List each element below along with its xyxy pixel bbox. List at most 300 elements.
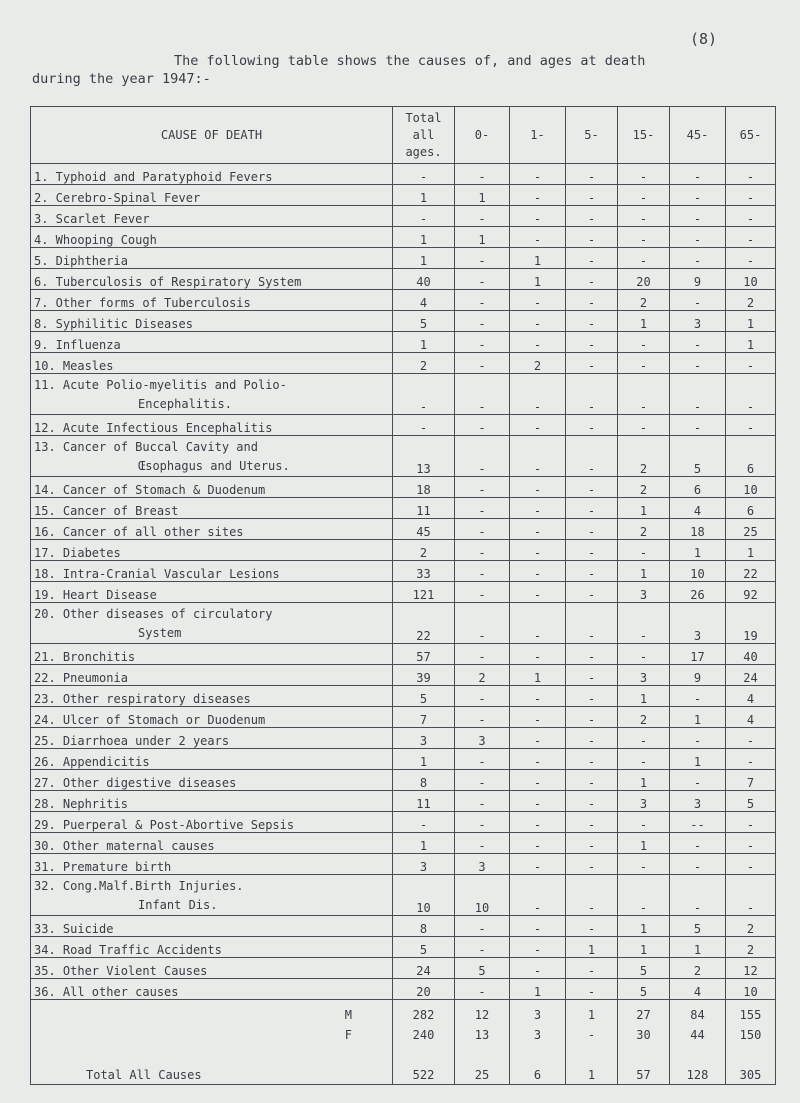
table-cell: - bbox=[455, 937, 510, 958]
table-cell: 3 bbox=[393, 854, 455, 875]
table-cell: - bbox=[670, 227, 726, 248]
table-cell: - bbox=[393, 206, 455, 227]
table-cell: - bbox=[510, 561, 566, 582]
table-cell: - bbox=[726, 749, 776, 770]
table-cell: 1 bbox=[455, 185, 510, 206]
table-row bbox=[31, 875, 776, 916]
cause-cell: 31. Premature birth bbox=[31, 854, 393, 875]
table-cell: 5 bbox=[393, 686, 455, 707]
table-cell: - bbox=[455, 415, 510, 436]
table-cell: 1 bbox=[618, 937, 670, 958]
table-cell: 240 bbox=[393, 1022, 455, 1042]
table-cell: - bbox=[566, 374, 618, 415]
table-cell: - bbox=[566, 728, 618, 749]
female-label: F bbox=[31, 1022, 393, 1042]
table-cell: 3 bbox=[455, 728, 510, 749]
table-cell: - bbox=[566, 958, 618, 979]
table-cell: - bbox=[455, 248, 510, 269]
table-cell: 2 bbox=[726, 916, 776, 937]
table-cell: - bbox=[455, 269, 510, 290]
table-cell: 1 bbox=[618, 498, 670, 519]
table-cell: - bbox=[455, 770, 510, 791]
table-row bbox=[31, 290, 776, 311]
table-cell: 2 bbox=[670, 958, 726, 979]
table-cell: 1 bbox=[618, 916, 670, 937]
table-cell: - bbox=[455, 644, 510, 665]
cause-cell: 30. Other maternal causes bbox=[31, 833, 393, 854]
table-cell: 18 bbox=[670, 519, 726, 540]
table-cell: 150 bbox=[726, 1022, 776, 1042]
table-cell: 12 bbox=[726, 958, 776, 979]
table-cell: - bbox=[566, 353, 618, 374]
cause-cell: 23. Other respiratory diseases bbox=[31, 686, 393, 707]
table-cell: - bbox=[726, 374, 776, 415]
cause-cell: 24. Ulcer of Stomach or Duodenum bbox=[31, 707, 393, 728]
table-cell: - bbox=[510, 374, 566, 415]
table-cell: - bbox=[455, 812, 510, 833]
male-row bbox=[31, 1000, 776, 1023]
table-cell: 92 bbox=[726, 582, 776, 603]
table-cell: - bbox=[510, 206, 566, 227]
table-cell: 3 bbox=[670, 603, 726, 644]
table-cell: - bbox=[510, 812, 566, 833]
table-cell: 45 bbox=[393, 519, 455, 540]
cause-cell: 36. All other causes bbox=[31, 979, 393, 1000]
table-cell: 4 bbox=[670, 498, 726, 519]
header-cause: CAUSE OF DEATH bbox=[31, 107, 393, 164]
table-cell: - bbox=[455, 519, 510, 540]
table-cell: 1 bbox=[618, 770, 670, 791]
table-cell: 26 bbox=[670, 582, 726, 603]
table-row bbox=[31, 353, 776, 374]
cause-cell: 28. Nephritis bbox=[31, 791, 393, 812]
table-cell: - bbox=[670, 833, 726, 854]
table-cell: -- bbox=[670, 812, 726, 833]
table-cell: 5 bbox=[726, 791, 776, 812]
table-cell: 2 bbox=[393, 353, 455, 374]
table-cell: - bbox=[566, 812, 618, 833]
table-cell: - bbox=[618, 749, 670, 770]
table-cell: 30 bbox=[618, 1022, 670, 1042]
table-cell: 2 bbox=[726, 937, 776, 958]
table-cell: 3 bbox=[510, 1022, 566, 1042]
table-cell: 6 bbox=[726, 498, 776, 519]
cause-cell: 11. Acute Polio-myelitis and Polio- Encephalitis. bbox=[31, 374, 393, 415]
table-row bbox=[31, 311, 776, 332]
table-cell: 2 bbox=[393, 540, 455, 561]
table-cell: - bbox=[726, 415, 776, 436]
female-row bbox=[31, 1022, 776, 1042]
table-cell: 121 bbox=[393, 582, 455, 603]
table-cell: - bbox=[455, 540, 510, 561]
table-cell: - bbox=[510, 833, 566, 854]
table-cell: - bbox=[726, 854, 776, 875]
cause-cell: 1. Typhoid and Paratyphoid Fevers bbox=[31, 164, 393, 185]
table-cell: 2 bbox=[618, 519, 670, 540]
table-cell: - bbox=[566, 164, 618, 185]
table-cell: - bbox=[618, 185, 670, 206]
table-cell: - bbox=[510, 185, 566, 206]
table-cell: - bbox=[566, 791, 618, 812]
table-cell: 2 bbox=[618, 707, 670, 728]
table-cell: 1 bbox=[393, 332, 455, 353]
table-cell: - bbox=[726, 206, 776, 227]
table-cell: 1 bbox=[670, 540, 726, 561]
table-cell: 4 bbox=[393, 290, 455, 311]
total-row bbox=[31, 1042, 776, 1085]
table-cell: 3 bbox=[618, 665, 670, 686]
table-cell: - bbox=[726, 812, 776, 833]
table-cell: - bbox=[670, 854, 726, 875]
table-cell: - bbox=[510, 164, 566, 185]
table-cell: - bbox=[618, 603, 670, 644]
table-cell: 25 bbox=[726, 519, 776, 540]
table-row bbox=[31, 916, 776, 937]
table-row bbox=[31, 665, 776, 686]
table-cell: 24 bbox=[726, 665, 776, 686]
cause-cell: 18. Intra-Cranial Vascular Lesions bbox=[31, 561, 393, 582]
table-cell: 1 bbox=[670, 707, 726, 728]
table-cell: 11 bbox=[393, 791, 455, 812]
table-cell: 44 bbox=[670, 1022, 726, 1042]
cause-cell: 3. Scarlet Fever bbox=[31, 206, 393, 227]
table-cell: 6 bbox=[670, 477, 726, 498]
header-age-0: 0- bbox=[455, 107, 510, 164]
table-cell: - bbox=[566, 854, 618, 875]
table-cell: 305 bbox=[726, 1042, 776, 1085]
cause-cell: 2. Cerebro-Spinal Fever bbox=[31, 185, 393, 206]
table-cell: - bbox=[566, 603, 618, 644]
cause-cell: 16. Cancer of all other sites bbox=[31, 519, 393, 540]
table-cell: - bbox=[670, 164, 726, 185]
table-cell: - bbox=[455, 374, 510, 415]
table-cell: 3 bbox=[393, 728, 455, 749]
table-cell: 1 bbox=[510, 979, 566, 1000]
table-cell: - bbox=[566, 332, 618, 353]
table-row bbox=[31, 477, 776, 498]
table-row bbox=[31, 791, 776, 812]
table-row bbox=[31, 269, 776, 290]
table-cell: - bbox=[566, 290, 618, 311]
table-cell: 1 bbox=[393, 227, 455, 248]
table-cell: - bbox=[566, 561, 618, 582]
table-cell: 10 bbox=[726, 979, 776, 1000]
cause-cell: 17. Diabetes bbox=[31, 540, 393, 561]
table-cell: - bbox=[393, 164, 455, 185]
cause-cell: 8. Syphilitic Diseases bbox=[31, 311, 393, 332]
table-cell: 18 bbox=[393, 477, 455, 498]
table-row bbox=[31, 770, 776, 791]
table-cell: 1 bbox=[726, 311, 776, 332]
table-cell: - bbox=[455, 498, 510, 519]
table-cell: 1 bbox=[393, 248, 455, 269]
table-cell: - bbox=[670, 875, 726, 916]
table-cell: - bbox=[510, 498, 566, 519]
table-row bbox=[31, 498, 776, 519]
intro-text bbox=[32, 52, 772, 88]
cause-cell: 27. Other digestive diseases bbox=[31, 770, 393, 791]
table-cell: 1 bbox=[393, 185, 455, 206]
table-cell: - bbox=[566, 770, 618, 791]
table-cell: - bbox=[618, 728, 670, 749]
cause-cell: 33. Suicide bbox=[31, 916, 393, 937]
table-cell: - bbox=[670, 185, 726, 206]
header-age-65: 65- bbox=[726, 107, 776, 164]
table-cell: 8 bbox=[393, 770, 455, 791]
table-cell: 3 bbox=[510, 1000, 566, 1023]
table-cell: - bbox=[566, 519, 618, 540]
table-cell: - bbox=[670, 686, 726, 707]
table-cell: 57 bbox=[393, 644, 455, 665]
table-cell: - bbox=[455, 603, 510, 644]
table-cell: 2 bbox=[726, 290, 776, 311]
cause-cell: 19. Heart Disease bbox=[31, 582, 393, 603]
table-cell: - bbox=[510, 582, 566, 603]
table-cell: - bbox=[455, 979, 510, 1000]
table-cell: 39 bbox=[393, 665, 455, 686]
header-row bbox=[31, 107, 776, 164]
causes-of-death-table bbox=[30, 106, 776, 1085]
table-row bbox=[31, 436, 776, 477]
table-cell: 27 bbox=[618, 1000, 670, 1023]
table-cell: 10 bbox=[726, 477, 776, 498]
table-cell: 1 bbox=[566, 1042, 618, 1085]
table-cell: 522 bbox=[393, 1042, 455, 1085]
cause-cell: 22. Pneumonia bbox=[31, 665, 393, 686]
table-cell: - bbox=[510, 290, 566, 311]
cause-cell: 6. Tuberculosis of Respiratory System bbox=[31, 269, 393, 290]
table-cell: - bbox=[566, 415, 618, 436]
table-cell: - bbox=[566, 311, 618, 332]
table-cell: 5 bbox=[618, 958, 670, 979]
table-cell: - bbox=[618, 875, 670, 916]
table-cell: - bbox=[618, 415, 670, 436]
table-cell: - bbox=[455, 206, 510, 227]
table-cell: 5 bbox=[618, 979, 670, 1000]
table-cell: 33 bbox=[393, 561, 455, 582]
table-cell: 5 bbox=[670, 436, 726, 477]
table-row bbox=[31, 979, 776, 1000]
cause-cell: 10. Measles bbox=[31, 353, 393, 374]
table-cell: - bbox=[510, 311, 566, 332]
table-cell: 12 bbox=[455, 1000, 510, 1023]
table-row bbox=[31, 958, 776, 979]
table-cell: 10 bbox=[670, 561, 726, 582]
table-cell: 1 bbox=[393, 833, 455, 854]
cause-cell: 4. Whooping Cough bbox=[31, 227, 393, 248]
table-cell: 1 bbox=[510, 248, 566, 269]
table-cell: - bbox=[566, 707, 618, 728]
table-row bbox=[31, 561, 776, 582]
table-cell: - bbox=[566, 436, 618, 477]
table-cell: 4 bbox=[726, 686, 776, 707]
table-cell: 1 bbox=[455, 227, 510, 248]
table-cell: - bbox=[393, 415, 455, 436]
table-cell: 1 bbox=[510, 269, 566, 290]
intro-line-1: The following table shows the causes of, and ages at death bbox=[174, 53, 646, 69]
table-cell: - bbox=[510, 540, 566, 561]
table-row bbox=[31, 854, 776, 875]
table-cell: - bbox=[670, 248, 726, 269]
table-cell: - bbox=[618, 164, 670, 185]
table-cell: - bbox=[455, 791, 510, 812]
table-cell: - bbox=[566, 227, 618, 248]
table-cell: - bbox=[726, 185, 776, 206]
table-cell: - bbox=[618, 540, 670, 561]
table-cell: - bbox=[510, 415, 566, 436]
table-cell: - bbox=[566, 749, 618, 770]
table-cell: - bbox=[670, 353, 726, 374]
table-cell: - bbox=[510, 770, 566, 791]
table-cell: 3 bbox=[670, 791, 726, 812]
table-row bbox=[31, 519, 776, 540]
table-cell: - bbox=[510, 958, 566, 979]
table-row bbox=[31, 937, 776, 958]
table-cell: 2 bbox=[455, 665, 510, 686]
table-cell: - bbox=[455, 311, 510, 332]
table-row bbox=[31, 644, 776, 665]
table-cell: - bbox=[566, 269, 618, 290]
table-cell: - bbox=[618, 353, 670, 374]
table-cell: - bbox=[566, 979, 618, 1000]
table-cell: 17 bbox=[670, 644, 726, 665]
table-cell: - bbox=[510, 436, 566, 477]
table-cell: - bbox=[455, 916, 510, 937]
header-age-45: 45- bbox=[670, 107, 726, 164]
table-cell: - bbox=[618, 644, 670, 665]
table-cell: 24 bbox=[393, 958, 455, 979]
table-cell: 13 bbox=[393, 436, 455, 477]
table-cell: 1 bbox=[670, 749, 726, 770]
table-cell: 40 bbox=[393, 269, 455, 290]
table-cell: - bbox=[726, 164, 776, 185]
total-label: Total All Causes bbox=[31, 1042, 393, 1085]
table-cell: - bbox=[510, 603, 566, 644]
table-cell: - bbox=[670, 332, 726, 353]
intro-line-2: during the year 1947:- bbox=[32, 71, 211, 87]
table-cell: - bbox=[455, 332, 510, 353]
table-cell: 25 bbox=[455, 1042, 510, 1085]
table-cell: 57 bbox=[618, 1042, 670, 1085]
table-cell: 6 bbox=[726, 436, 776, 477]
table-cell: 3 bbox=[455, 854, 510, 875]
table-cell: - bbox=[566, 686, 618, 707]
table-cell: - bbox=[510, 791, 566, 812]
table-cell: - bbox=[455, 353, 510, 374]
table-row bbox=[31, 415, 776, 436]
table-cell: - bbox=[510, 519, 566, 540]
table-cell: 1 bbox=[566, 1000, 618, 1023]
table-cell: - bbox=[455, 749, 510, 770]
table-cell: - bbox=[510, 749, 566, 770]
table-cell: - bbox=[510, 332, 566, 353]
table-cell: - bbox=[566, 185, 618, 206]
table-cell: 6 bbox=[510, 1042, 566, 1085]
table-cell: - bbox=[566, 582, 618, 603]
table-cell: - bbox=[618, 248, 670, 269]
table-cell: - bbox=[670, 290, 726, 311]
table-cell: - bbox=[510, 686, 566, 707]
table-cell: 1 bbox=[393, 749, 455, 770]
table-cell: 4 bbox=[726, 707, 776, 728]
table-cell: - bbox=[726, 875, 776, 916]
table-cell: - bbox=[670, 728, 726, 749]
table-cell: - bbox=[510, 875, 566, 916]
table-cell: - bbox=[566, 916, 618, 937]
table-cell: - bbox=[670, 415, 726, 436]
table-cell: 11 bbox=[393, 498, 455, 519]
table-row bbox=[31, 749, 776, 770]
table-cell: 20 bbox=[618, 269, 670, 290]
table-cell: - bbox=[726, 728, 776, 749]
table-row bbox=[31, 206, 776, 227]
table-cell: - bbox=[455, 686, 510, 707]
cause-cell: 15. Cancer of Breast bbox=[31, 498, 393, 519]
page-number: (8) bbox=[690, 30, 718, 48]
table-cell: - bbox=[455, 164, 510, 185]
table-cell: 7 bbox=[393, 707, 455, 728]
table-cell: 9 bbox=[670, 665, 726, 686]
table-cell: 22 bbox=[726, 561, 776, 582]
table-row bbox=[31, 707, 776, 728]
table-cell: 1 bbox=[618, 833, 670, 854]
table-cell: 155 bbox=[726, 1000, 776, 1023]
table-cell: 3 bbox=[618, 582, 670, 603]
table-cell: - bbox=[618, 854, 670, 875]
table-cell: - bbox=[566, 644, 618, 665]
cause-cell: 21. Bronchitis bbox=[31, 644, 393, 665]
table-cell: - bbox=[510, 707, 566, 728]
table-cell: 2 bbox=[510, 353, 566, 374]
table-cell: - bbox=[566, 477, 618, 498]
table-cell: - bbox=[726, 833, 776, 854]
cause-cell: 13. Cancer of Buccal Cavity and Œsophagus and Uterus. bbox=[31, 436, 393, 477]
table-cell: 5 bbox=[670, 916, 726, 937]
table-row bbox=[31, 248, 776, 269]
cause-cell: 14. Cancer of Stomach & Duodenum bbox=[31, 477, 393, 498]
table-cell: - bbox=[455, 833, 510, 854]
header-age-15: 15- bbox=[618, 107, 670, 164]
table-cell: - bbox=[726, 248, 776, 269]
table-cell: 13 bbox=[455, 1022, 510, 1042]
table-cell: - bbox=[670, 206, 726, 227]
table-row bbox=[31, 603, 776, 644]
table-cell: - bbox=[510, 854, 566, 875]
cause-cell: 20. Other diseases of circulatory System bbox=[31, 603, 393, 644]
table-cell: 2 bbox=[618, 436, 670, 477]
table-row bbox=[31, 728, 776, 749]
table-cell: 128 bbox=[670, 1042, 726, 1085]
cause-cell: 5. Diphtheria bbox=[31, 248, 393, 269]
cause-cell: 35. Other Violent Causes bbox=[31, 958, 393, 979]
table-cell: 10 bbox=[726, 269, 776, 290]
table-cell: 1 bbox=[726, 332, 776, 353]
table-cell: 1 bbox=[726, 540, 776, 561]
table-row bbox=[31, 540, 776, 561]
table-cell: - bbox=[566, 1022, 618, 1042]
table-cell: 1 bbox=[618, 561, 670, 582]
table-cell: - bbox=[566, 206, 618, 227]
table-cell: 9 bbox=[670, 269, 726, 290]
table-cell: 5 bbox=[455, 958, 510, 979]
header-age-1: 1- bbox=[510, 107, 566, 164]
table-cell: 2 bbox=[618, 290, 670, 311]
table-cell: 10 bbox=[393, 875, 455, 916]
cause-cell: 26. Appendicitis bbox=[31, 749, 393, 770]
cause-cell: 9. Influenza bbox=[31, 332, 393, 353]
table-cell: 3 bbox=[670, 311, 726, 332]
table-row bbox=[31, 185, 776, 206]
